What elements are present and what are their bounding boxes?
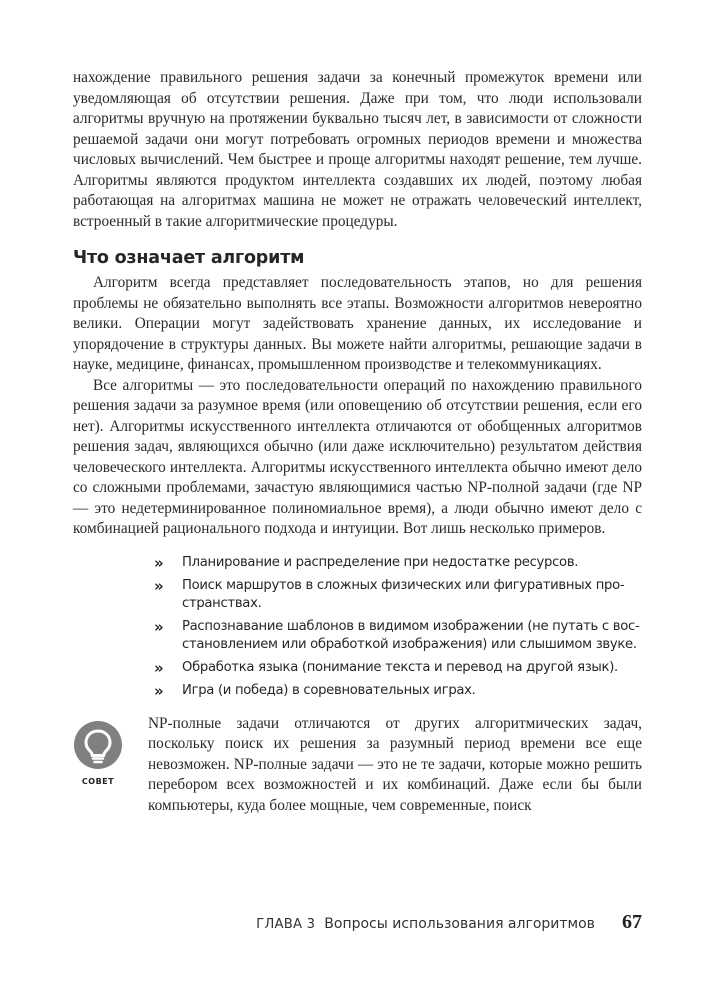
- list-item-text: Игра (и победа) в соревновательных играх.: [182, 682, 476, 698]
- bullet-mark: »: [154, 553, 164, 572]
- intro-paragraph: нахождение правильного решения задачи за конечный промежуток времени или уведомляющая об отсутствии решения. Даже при том, что люди использовали алгоритмы вручную на протяжении буквально тысяч лет, в зависимости от сложности решаемой задачи они могут потребовать огромных периодов времени и множества числовых вычислений. Чем быстрее и проще алгоритмы находят решение, тем лучше. Алгоритмы являются продуктом интеллекта создавших их людей, поэтому любая работающая на алгоритмах машина не может не отражать человеческий интеллект, встроенный в такие алгоритмические процедуры.: [73, 69, 642, 230]
- list-item: [154, 682, 642, 700]
- bullet-mark: »: [154, 617, 164, 636]
- list-item: [154, 577, 642, 613]
- list-item-text: Поиск маршрутов в сложных физических или фигуративных пространствах.: [182, 577, 625, 611]
- page-content: [73, 68, 642, 816]
- tip-box: [73, 714, 642, 817]
- bullet-mark: »: [154, 681, 164, 700]
- list-item-text: Распознавание шаблонов в видимом изображении (не путать с восстановлением или обработкой изображения) или слышимом звуке.: [182, 618, 640, 652]
- tip-label: СОВЕТ: [81, 776, 115, 786]
- paragraph-2: Все алгоритмы — это последовательности операций по нахождению правильного решения задачи за разумное время (или оповещению об отсутствии решения, если его нет). Алгоритмы искусственного интеллекта отличаются от обобщенных алгоритмов решения задач, являющихся обычно (или даже исключительно) результатом действия человеческого интеллекта. Алгоритмы искусственного интеллекта обычно имеют дело со сложными проблемами, зачастую являющимися частью NP-полной задачи (где NP — это недетерминированное полиномиальное время), а люди обычно имеют дело с комбинацией рационального подхода и интуиции. Вот лишь несколько примеров.: [73, 376, 642, 537]
- lightbulb-icon: [73, 720, 123, 770]
- chapter-label: ГЛАВА 3: [256, 917, 316, 932]
- list-item: [154, 659, 642, 677]
- tip-marker: [73, 720, 123, 786]
- page-footer: [256, 911, 642, 934]
- list-item: [154, 618, 642, 654]
- list-item-text: Обработка языка (понимание текста и перевод на другой язык).: [182, 659, 618, 675]
- bullet-mark: »: [154, 576, 164, 595]
- tip-text: NP-полные задачи отличаются от других алгоритмических задач, поскольку поиск их решения за разумный период времени все еще невозможен. NP-полные задачи — это не те задачи, которые можно решить перебором всех возможностей и их комбинаций. Даже если бы были компьютеры, куда более мощные, чем современные, поиск: [148, 714, 642, 814]
- page-number: 67: [622, 911, 642, 933]
- bullet-mark: »: [154, 658, 164, 677]
- section-heading: Что означает алгоритм: [73, 248, 305, 268]
- bullet-list: [73, 554, 642, 700]
- list-item-text: Планирование и распределение при недостатке ресурсов.: [182, 554, 579, 570]
- paragraph-1: Алгоритм всегда представляет последовательность этапов, но для решения проблемы не обязательно выполнять все этапы. Возможности алгоритмов невероятно велики. Операции могут задействовать хранение данных, их исследование и упорядочение в структуры данных. Вы можете найти алгоритмы, решающие задачи в науке, медицине, финансах, промышленном производстве и телекоммуникациях.: [73, 274, 642, 373]
- chapter-title: Вопросы использования алгоритмов: [324, 916, 595, 932]
- list-item: [154, 554, 642, 572]
